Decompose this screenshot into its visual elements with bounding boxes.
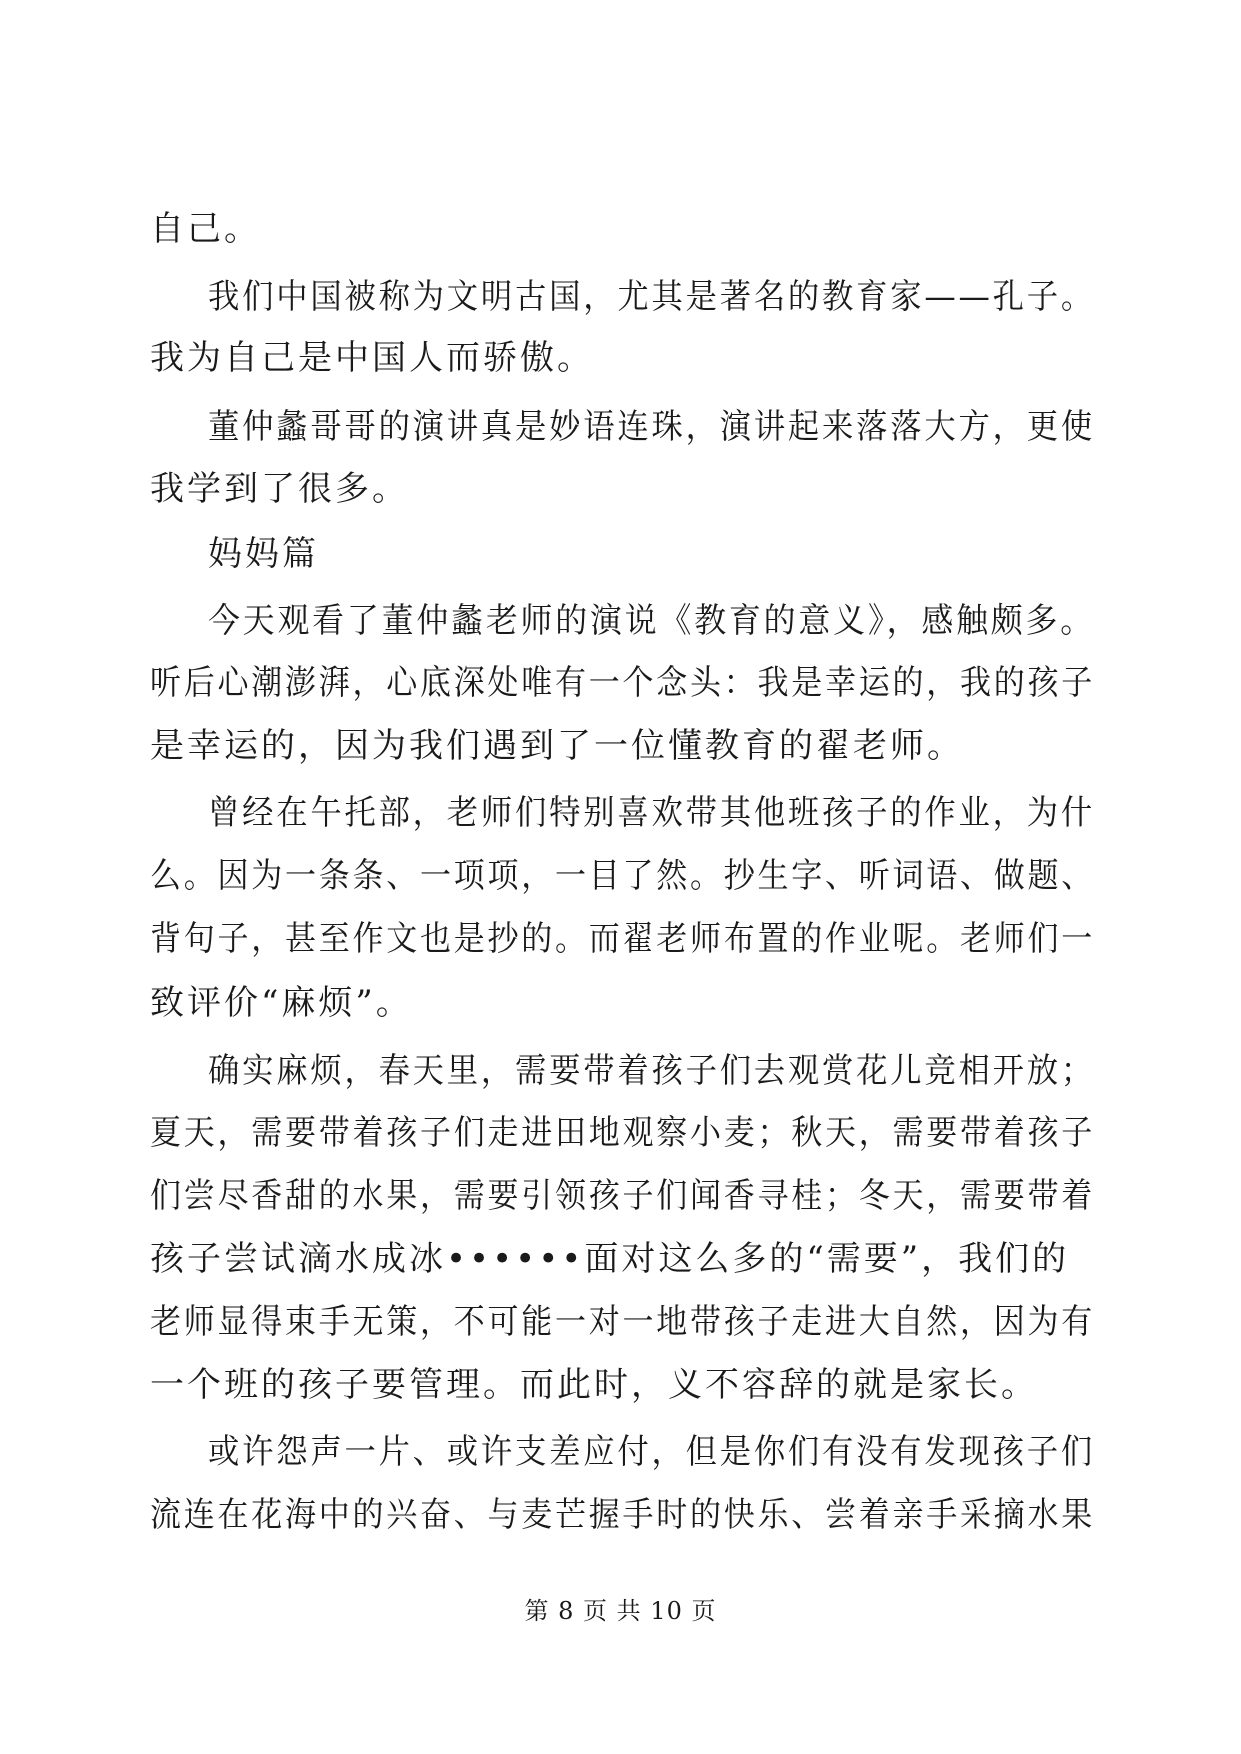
- line-text: 自己。: [150, 209, 261, 249]
- line-text: 流连在花海中的兴奋、与麦芒握手时的快乐、尝着亲手采摘水果: [150, 1495, 1096, 1535]
- page-number-footer: 第 8 页 共 10 页: [524, 1597, 717, 1625]
- text-line: [0, 327, 1241, 389]
- text-line: [0, 1165, 1241, 1227]
- line-text: 背句子，甚至作文也是抄的。而翟老师布置的作业呢。老师们一: [150, 919, 1096, 959]
- line-text: 妈妈篇: [208, 534, 319, 574]
- text-line: [0, 782, 1241, 844]
- line-text: 致评价“麻烦”。: [150, 983, 413, 1023]
- text-line: [0, 396, 1241, 458]
- text-line: [0, 652, 1241, 714]
- line-text: 听后心潮澎湃，心底深处唯有一个念头：我是幸运的，我的孩子: [150, 663, 1096, 703]
- line-text: 孩子尝试滴水成冰••••••面对这么多的“需要”，我们的: [150, 1239, 1070, 1279]
- line-text: 曾经在午托部，老师们特别喜欢带其他班孩子的作业，为什: [208, 793, 1095, 833]
- text-line: [0, 1421, 1241, 1483]
- text-line: [0, 972, 1241, 1034]
- line-text: 或许怨声一片、或许支差应付，但是你们有没有发现孩子们: [208, 1432, 1095, 1472]
- line-text: 今天观看了董仲蠡老师的演说《教育的意义》，感触颇多。: [208, 601, 1095, 641]
- text-line: [0, 845, 1241, 907]
- line-text: 我们中国被称为文明古国，尤其是著名的教育家——孔子。: [208, 277, 1095, 317]
- text-line: [0, 1040, 1241, 1102]
- section-heading: [0, 523, 1241, 585]
- text-line: [0, 590, 1241, 652]
- line-text: 们尝尽香甜的水果，需要引领孩子们闻香寻桂；冬天，需要带着: [150, 1176, 1096, 1216]
- text-line: [0, 908, 1241, 970]
- text-line: [0, 458, 1241, 520]
- line-text: 董仲蠡哥哥的演讲真是妙语连珠，演讲起来落落大方，更使: [208, 407, 1095, 447]
- text-line: [0, 1291, 1241, 1353]
- line-text: 我为自己是中国人而骄傲。: [150, 338, 594, 378]
- line-text: 确实麻烦，春天里，需要带着孩子们去观赏花儿竞相开放；: [208, 1051, 1095, 1091]
- text-line: [0, 1102, 1241, 1164]
- line-text: 一个班的孩子要管理。而此时，义不容辞的就是家长。: [150, 1365, 1038, 1405]
- text-line: [0, 1228, 1241, 1290]
- text-line: [0, 1354, 1241, 1416]
- line-text: 是幸运的，因为我们遇到了一位懂教育的翟老师。: [150, 726, 964, 766]
- text-line: [0, 198, 1241, 260]
- text-line: [0, 1484, 1241, 1546]
- text-line: [0, 715, 1241, 777]
- line-text: 夏天，需要带着孩子们走进田地观察小麦；秋天，需要带着孩子: [150, 1113, 1096, 1153]
- line-text: 老师显得束手无策，不可能一对一地带孩子走进大自然，因为有: [150, 1302, 1096, 1342]
- line-text: 我学到了很多。: [150, 469, 409, 509]
- line-text: 么。因为一条条、一项项，一目了然。抄生字、听词语、做题、: [150, 856, 1096, 896]
- text-line: [0, 266, 1241, 328]
